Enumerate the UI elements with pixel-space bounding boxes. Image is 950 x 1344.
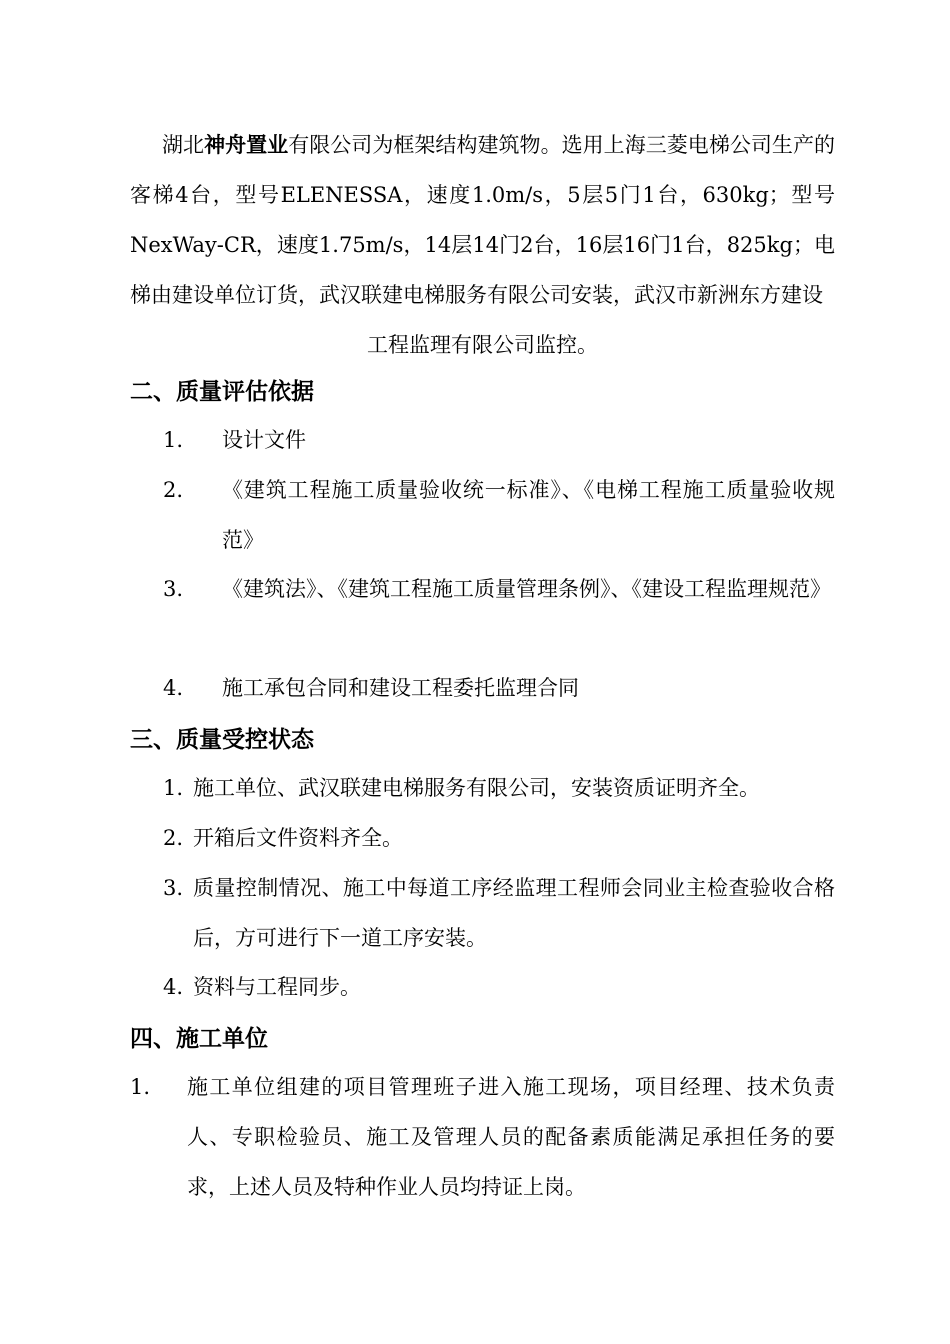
section2-item-1 <box>130 415 835 465</box>
item-number: 4. <box>163 975 184 999</box>
item-text: 施工单位组建的项目管理班子进入施工现场，项目经理、技术负责人、专职检验员、施工及管理人员的配备素质能满足承担任务的要求，上述人员及特种作业人员均持证上岗。 <box>187 1075 835 1199</box>
section3-item-3 <box>130 863 835 963</box>
item-text: 资料与工程同步。 <box>193 975 361 999</box>
item-text: 施工承包合同和建设工程委托监理合同 <box>222 676 579 700</box>
item-text: 《建筑工程施工质量验收统一标准》、《电梯工程施工质量验收规范》 <box>222 478 835 552</box>
section3-item-4 <box>130 962 835 1012</box>
section3-item-1 <box>130 763 835 813</box>
section3-heading: 三、质量受控状态 <box>130 726 314 753</box>
item-text: 开箱后文件资料齐全。 <box>193 826 403 850</box>
intro-line2: 产的客梯4台，型号ELENESSA，速度1.0m/s，5层5门1台，630kg；型号 <box>130 133 835 207</box>
section2-item-3 <box>130 564 835 664</box>
intro-line4: 由建设单位订货，武汉联建电梯服务有限公司安装，武汉市新洲东方建设 <box>151 283 823 307</box>
intro-paragraph <box>130 120 835 370</box>
intro-line3: NexWay-CR，速度1.75m/s，14层14门2台，16层16门1台，825kg；电梯 <box>130 233 835 307</box>
intro-prefix: 湖北 <box>162 133 205 157</box>
item-number: 2. <box>163 826 184 850</box>
section2-item-2 <box>130 465 835 565</box>
section2-heading: 二、质量评估依据 <box>130 378 314 405</box>
intro-line1: 有限公司为框架结构建筑物。选用上海三菱电梯公司生 <box>288 133 793 157</box>
intro-line5: 工程监理有限公司监控。 <box>367 333 598 357</box>
item-number: 1. <box>130 1075 151 1099</box>
item-number: 1. <box>163 428 184 452</box>
section2-item-4 <box>130 663 835 713</box>
item-text: 设计文件 <box>222 428 306 452</box>
company-name-bold: 神舟置业 <box>204 132 289 157</box>
item-text: 质量控制情况、施工中每道工序经监理工程师会同业主检查验收合格后，方可进行下一道工序安装。 <box>193 876 835 950</box>
item-text: 《建筑法》、《建筑工程施工质量管理条例》、《建设工程监理规范》 <box>222 577 831 601</box>
item-number: 1. <box>163 776 184 800</box>
section4-heading: 四、施工单位 <box>130 1025 268 1052</box>
item-text: 施工单位、武汉联建电梯服务有限公司，安装资质证明齐全。 <box>193 776 760 800</box>
section3-item-2 <box>130 813 835 863</box>
item-number: 2. <box>163 478 184 502</box>
section4-item-1 <box>130 1062 835 1212</box>
item-number: 3. <box>163 577 184 601</box>
item-number: 3. <box>163 876 184 900</box>
item-number: 4. <box>163 676 184 700</box>
